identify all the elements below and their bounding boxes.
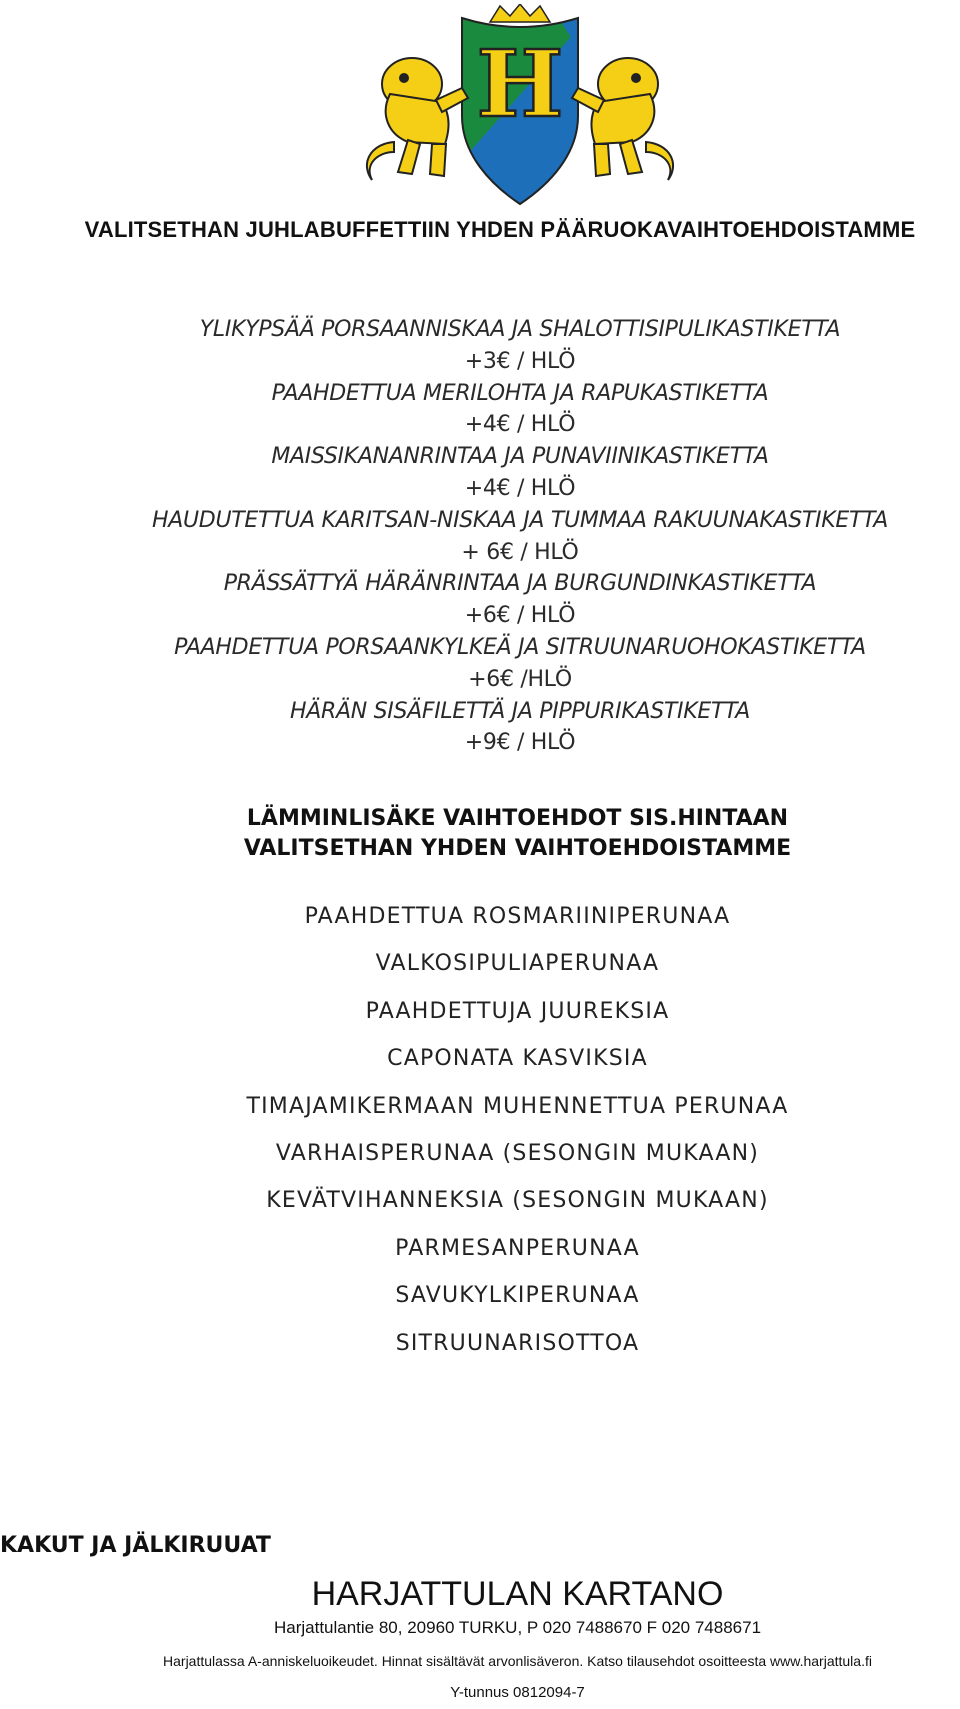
crest-letter: H (476, 30, 564, 138)
warm-side-item: KEVÄTVIHANNEKSIA (SESONGIN MUKAAN) (266, 1188, 769, 1214)
main-course-price: +3€ / HLÖ (464, 348, 576, 374)
warm-side-item: PAAHDETTUJA JUUREKSIA (365, 998, 670, 1024)
warm-side-item: PARMESANPERUNAA (395, 1235, 640, 1261)
warm-side-item: SAVUKYLKIPERUNAA (395, 1283, 640, 1309)
main-course-name: MAISSIKANANRINTAA JA PUNAVIINIKASTIKETTA (271, 444, 769, 470)
warm-sides-heading (0, 804, 960, 864)
main-course-name: HÄRÄN SISÄFILETTÄ JA PIPPURIKASTIKETTA (290, 698, 750, 724)
warm-sides-list (0, 893, 960, 1367)
warm-sides-heading-line2: VALITSETHAN YHDEN VAIHTOEHDOISTAMME (243, 836, 792, 861)
main-course-price: +9€ / HLÖ (464, 730, 576, 756)
footer-business-id: Y-tunnus 0812094-7 (450, 1684, 585, 1701)
warm-side-item: SITRUUNARISOTTOA (395, 1330, 640, 1356)
footer-note: Harjattulassa A-anniskeluoikeudet. Hinnat sisältävät arvonlisäveron. Katso tilausehdot osoitteesta www.harjattula.fi (163, 1653, 872, 1669)
main-course-heading: VALITSETHAN JUHLABUFFETTIIN YHDEN PÄÄRUOKAVAIHTOEHDOISTAMME (84, 217, 916, 242)
warm-side-item: VALKOSIPULIAPERUNAA (375, 951, 660, 977)
footer-address: Harjattulantie 80, 20960 TURKU, P 020 7488670 F 020 7488671 (273, 1618, 762, 1637)
main-course-name: PRÄSSÄTTYÄ HÄRÄNRINTAA JA BURGUNDINKASTIKETTA (223, 571, 817, 597)
cakes-heading: KAKUT JA JÄLKIRUUAT (0, 1533, 271, 1558)
main-course-name: PAAHDETTUA PORSAANKYLKEÄ JA SITRUUNARUOHOKASTIKETTA (174, 634, 866, 660)
warm-sides-heading-line1: LÄMMINLISÄKE VAIHTOEHDOT SIS.HINTAAN (246, 806, 789, 831)
footer-company-name: HARJATTULAN KARTANO (311, 1575, 724, 1613)
main-course-list (0, 314, 960, 759)
main-course-price: +6€ /HLÖ (468, 666, 572, 692)
left-lion-icon (367, 58, 468, 180)
warm-side-item: PAAHDETTUA ROSMARIINIPERUNAA (304, 904, 731, 929)
main-course-name: HAUDUTETTUA KARITSAN-NISKAA JA TUMMAA RAKUUNAKASTIKETTA (152, 507, 888, 533)
right-lion-icon (572, 58, 673, 180)
harjattula-crest-logo (350, 4, 690, 208)
main-course-price: +4€ / HLÖ (464, 475, 576, 501)
crest-crown (490, 4, 550, 22)
main-course-price: + 6€ / HLÖ (461, 539, 579, 565)
main-course-price: +6€ / HLÖ (464, 603, 576, 629)
warm-side-item: TIMAJAMIKERMAAN MUHENNETTUA PERUNAA (246, 1093, 789, 1119)
main-course-price: +4€ / HLÖ (464, 412, 576, 438)
main-course-name: YLIKYPSÄÄ PORSAANNISKAA JA SHALOTTISIPULIKASTIKETTA (199, 317, 841, 342)
main-course-name: PAAHDETTUA MERILOHTA JA RAPUKASTIKETTA (271, 380, 769, 406)
warm-side-item: VARHAISPERUNAA (SESONGIN MUKAAN) (275, 1140, 760, 1166)
warm-side-item: CAPONATA KASVIKSIA (387, 1046, 648, 1072)
